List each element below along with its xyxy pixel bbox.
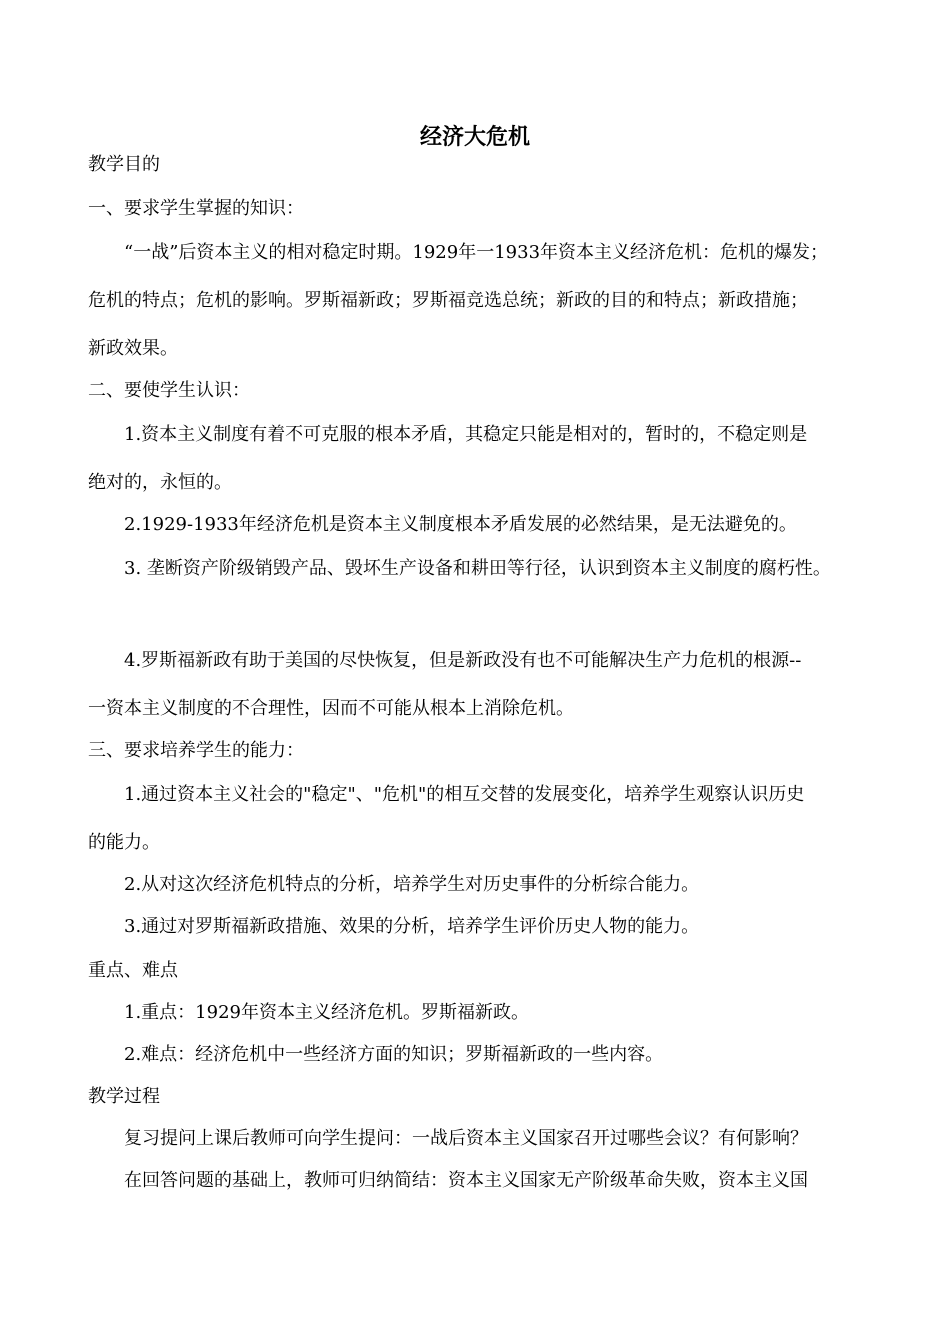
heading-teaching-goals: 教学目的 bbox=[88, 154, 160, 175]
section-heading-3: 三、要求培养学生的能力： bbox=[88, 740, 304, 761]
paragraph-line: 一资本主义制度的不合理性，因而不可能从根本上消除危机。 bbox=[88, 698, 574, 719]
list-item: 2.1929-1933年经济危机是资本主义制度根本矛盾发展的必然结果，是无法避免的。 bbox=[124, 514, 797, 535]
section-heading-1: 一、要求学生掌握的知识： bbox=[88, 198, 304, 219]
list-item: 2.难点：经济危机中一些经济方面的知识；罗斯福新政的一些内容。 bbox=[124, 1044, 664, 1065]
paragraph-line: “一战”后资本主义的相对稳定时期。1929年一1933年资本主义经济危机：危机的爆发； bbox=[124, 242, 829, 263]
list-item: 2.从对这次经济危机特点的分析，培养学生对历史事件的分析综合能力。 bbox=[124, 874, 700, 895]
paragraph-line: 在回答问题的基础上，教师可归纳简结：资本主义国家无产阶级革命失败，资本主义国 bbox=[124, 1170, 808, 1191]
section-heading-2: 二、要使学生认识： bbox=[88, 380, 250, 401]
list-item: 1.资本主义制度有着不可克服的根本矛盾，其稳定只能是相对的，暂时的，不稳定则是 bbox=[124, 424, 808, 445]
paragraph-line: 复习提问上课后教师可向学生提问：一战后资本主义国家召开过哪些会议？有何影响？ bbox=[124, 1128, 808, 1149]
list-item: 4.罗斯福新政有助于美国的尽快恢复，但是新政没有也不可能解决生产力危机的根源-- bbox=[124, 650, 802, 671]
paragraph-line: 危机的特点；危机的影响。罗斯福新政；罗斯福竞选总统；新政的目的和特点；新政措施； bbox=[88, 290, 808, 311]
paragraph-line: 新政效果。 bbox=[88, 338, 178, 359]
list-item: 1.重点：1929年资本主义经济危机。罗斯福新政。 bbox=[124, 1002, 529, 1023]
list-item: 1.通过资本主义社会的"稳定"、"危机"的相互交替的发展变化，培养学生观察认识历史 bbox=[124, 784, 805, 805]
paragraph-line: 的能力。 bbox=[88, 832, 160, 853]
document-title: 经济大危机 bbox=[419, 125, 530, 150]
list-item: 3. 垄断资产阶级销毁产品、毁坏生产设备和耕田等行径，认识到资本主义制度的腐朽性。 bbox=[124, 558, 831, 579]
heading-teaching-process: 教学过程 bbox=[88, 1086, 160, 1107]
paragraph-line: 绝对的，永恒的。 bbox=[88, 472, 232, 493]
heading-key-points: 重点、难点 bbox=[88, 960, 178, 981]
list-item: 3.通过对罗斯福新政措施、效果的分析，培养学生评价历史人物的能力。 bbox=[124, 916, 700, 937]
